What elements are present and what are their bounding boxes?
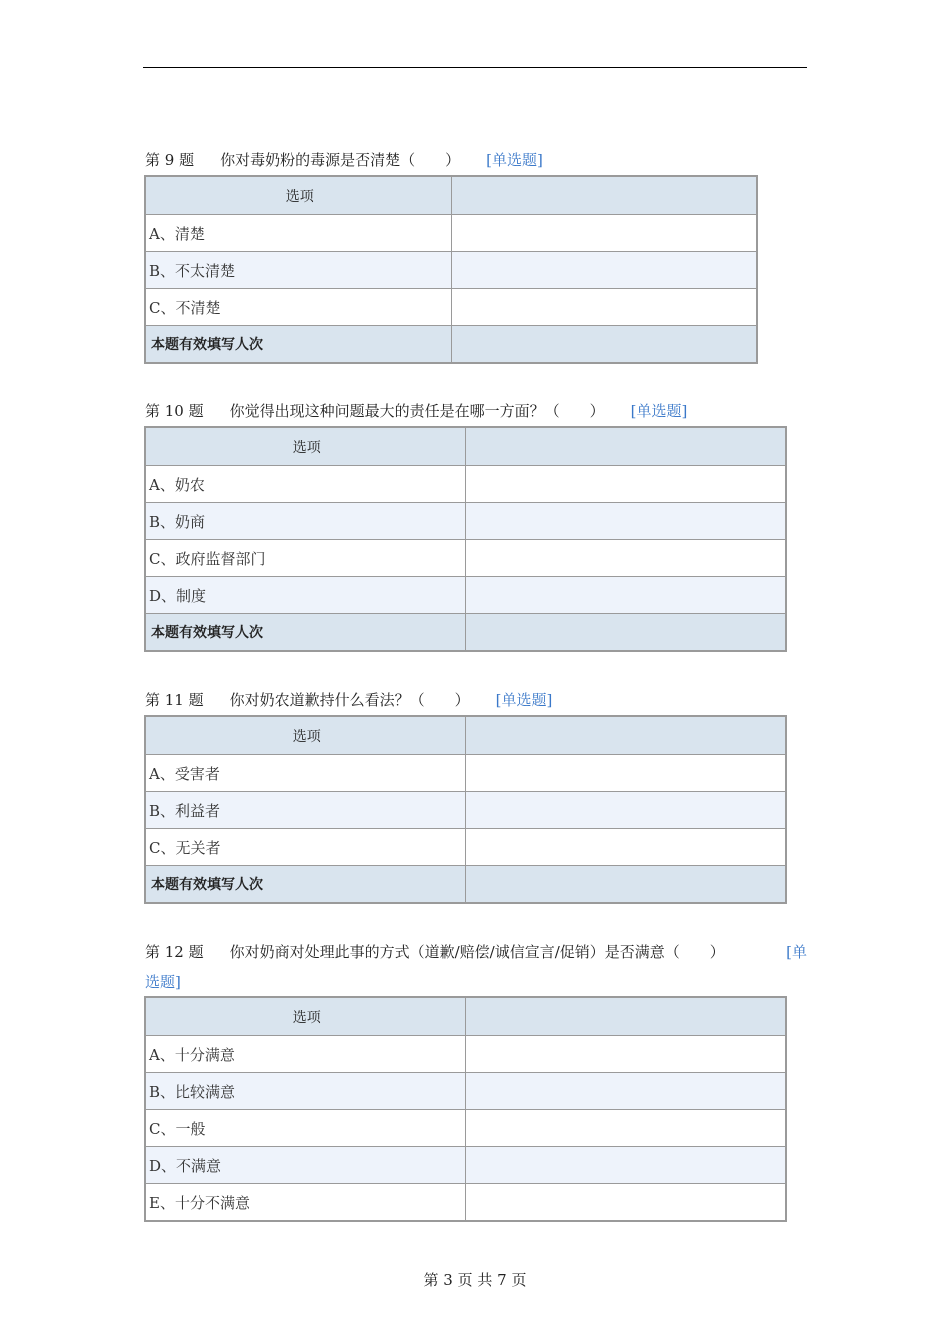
question-type-continued: 选题] [145, 973, 181, 991]
option-row: A、十分满意 [145, 1036, 465, 1073]
option-value [465, 829, 786, 866]
question-9-table [144, 175, 758, 364]
option-value [465, 503, 786, 540]
question-text: 你对毒奶粉的毒源是否清楚（ ） [220, 151, 461, 169]
header-options: 选项 [145, 427, 465, 466]
option-value [465, 466, 786, 503]
question-text: 你对奶农道歉持什么看法？（ ） [229, 691, 470, 709]
total-row-value [451, 326, 757, 364]
option-value [465, 1147, 786, 1184]
total-row-label: 本题有效填写人次 [145, 866, 465, 904]
total-row-value [465, 614, 786, 652]
total-row-value [465, 866, 786, 904]
option-value [465, 1073, 786, 1110]
option-row: B、利益者 [145, 792, 465, 829]
option-value [465, 540, 786, 577]
header-blank [465, 997, 786, 1036]
page-footer: 第 3 页 共 7 页 [423, 1271, 527, 1289]
question-type: [单选题] [495, 691, 553, 709]
question-type: [单选题] [486, 151, 543, 169]
question-number: 第 11 题 [145, 691, 204, 709]
total-row-label: 本题有效填写人次 [145, 326, 451, 364]
option-value [465, 792, 786, 829]
option-value [451, 215, 757, 252]
question-10-table [144, 426, 787, 652]
option-row: C、一般 [145, 1110, 465, 1147]
option-row: B、比较满意 [145, 1073, 465, 1110]
option-row: A、奶农 [145, 466, 465, 503]
question-text: 你觉得出现这种问题最大的责任是在哪一方面？（ ） [229, 402, 605, 420]
option-value [465, 1184, 786, 1222]
question-12-table [144, 996, 787, 1222]
total-row-label: 本题有效填写人次 [145, 614, 465, 652]
header-options: 选项 [145, 997, 465, 1036]
option-row: A、清楚 [145, 215, 451, 252]
option-value [465, 755, 786, 792]
option-row: C、无关者 [145, 829, 465, 866]
option-row: A、受害者 [145, 755, 465, 792]
option-row: C、不清楚 [145, 289, 451, 326]
option-row: C、政府监督部门 [145, 540, 465, 577]
option-value [465, 1110, 786, 1147]
option-row: B、奶商 [145, 503, 465, 540]
option-row: D、制度 [145, 577, 465, 614]
question-number: 第 9 题 [145, 151, 195, 169]
question-10-title [145, 396, 687, 426]
question-type: [单选题] [630, 402, 688, 420]
question-number: 第 12 题 [145, 943, 204, 961]
header-blank [465, 427, 786, 466]
option-value [465, 577, 786, 614]
header-rule [143, 67, 807, 68]
option-row: B、不太清楚 [145, 252, 451, 289]
option-row: E、十分不满意 [145, 1184, 465, 1222]
question-number: 第 10 题 [145, 402, 204, 420]
question-text: 你对奶商对处理此事的方式（道歉/赔偿/诚信宣言/促销）是否满意（ ） [229, 943, 725, 961]
question-11-table [144, 715, 787, 904]
header-blank [465, 716, 786, 755]
question-12-title [145, 937, 807, 997]
question-type: [单 [786, 943, 807, 961]
option-value [465, 1036, 786, 1073]
option-value [451, 252, 757, 289]
header-options: 选项 [145, 176, 451, 215]
question-11-title [145, 685, 552, 715]
header-options: 选项 [145, 716, 465, 755]
header-blank [451, 176, 757, 215]
question-9-title [145, 145, 543, 175]
option-value [451, 289, 757, 326]
option-row: D、不满意 [145, 1147, 465, 1184]
